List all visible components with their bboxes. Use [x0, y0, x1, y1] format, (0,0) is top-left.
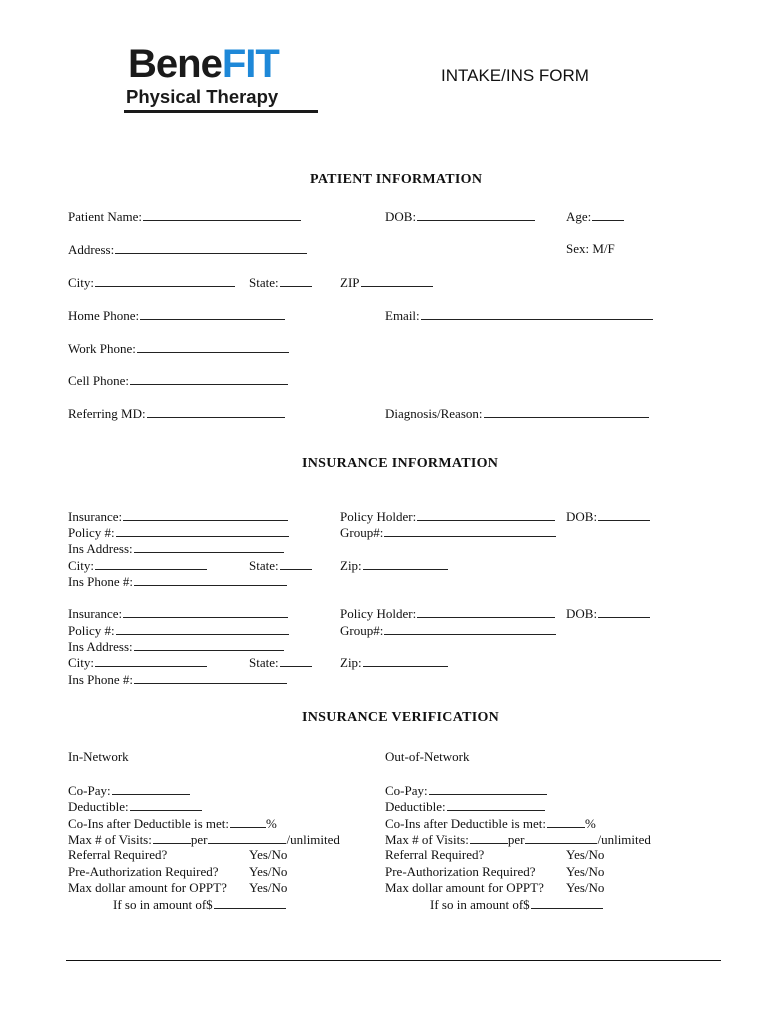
form-title: INTAKE/INS FORM [441, 66, 589, 85]
out-network-maxdollar-yesno[interactable]: Yes/No [566, 880, 605, 895]
out-network-referral-label: Referral Required? [385, 847, 485, 862]
home-phone-field[interactable]: Home Phone: [68, 307, 285, 324]
cell-phone-field[interactable]: Cell Phone: [68, 372, 288, 389]
logo-underline [124, 110, 318, 113]
insurance-2-state-field[interactable]: State: [249, 654, 312, 671]
insurance-1-group-field[interactable]: Group#: [340, 524, 556, 541]
work-phone-field[interactable]: Work Phone: [68, 340, 289, 357]
out-network-copay-field[interactable]: Co-Pay: [385, 782, 547, 799]
out-network-referral-yesno[interactable]: Yes/No [566, 847, 605, 862]
patient-zip-field[interactable]: ZIP [340, 274, 433, 291]
in-network-visits-field[interactable]: Max # of Visits: per /unlimited [68, 832, 340, 847]
patient-info-heading: PATIENT INFORMATION [310, 172, 483, 187]
insurance-2-name-field[interactable]: Insurance: [68, 605, 288, 622]
insurance-2-address-field[interactable]: Ins Address: [68, 638, 284, 655]
in-network-maxdollar-label: Max dollar amount for OPPT? [68, 880, 227, 895]
insurance-1-phone-field[interactable]: Ins Phone #: [68, 573, 287, 590]
logo-subtitle: Physical Therapy [126, 86, 279, 107]
insurance-info-heading: INSURANCE INFORMATION [302, 456, 499, 471]
insurance-1-holder-field[interactable]: Policy Holder: [340, 508, 555, 525]
in-network-referral-yesno[interactable]: Yes/No [249, 847, 288, 862]
insurance-1-name-field[interactable]: Insurance: [68, 508, 288, 525]
in-network-copay-field[interactable]: Co-Pay: [68, 782, 190, 799]
diagnosis-field[interactable]: Diagnosis/Reason: [385, 405, 649, 422]
insurance-2-city-field[interactable]: City: [68, 654, 207, 671]
referring-md-field[interactable]: Referring MD: [68, 405, 285, 422]
in-network-amount-field[interactable]: If so in amount of$ [113, 896, 286, 913]
out-network-deductible-field[interactable]: Deductible: [385, 798, 545, 815]
out-network-visits-field[interactable]: Max # of Visits: per /unlimited [385, 832, 651, 847]
patient-sex-field[interactable]: Sex: M/F [566, 241, 615, 256]
email-field[interactable]: Email: [385, 307, 653, 324]
out-network-preauth-yesno[interactable]: Yes/No [566, 864, 605, 879]
logo-accent: FIT [221, 42, 279, 86]
in-network-preauth-yesno[interactable]: Yes/No [249, 864, 288, 879]
out-network-maxdollar-label: Max dollar amount for OPPT? [385, 880, 544, 895]
patient-dob-field[interactable]: DOB: [385, 208, 535, 225]
bottom-divider [66, 960, 721, 961]
insurance-2-policy-field[interactable]: Policy #: [68, 622, 289, 639]
insurance-2-holder-field[interactable]: Policy Holder: [340, 605, 555, 622]
in-network-referral-label: Referral Required? [68, 847, 168, 862]
out-network-title: Out-of-Network [385, 749, 470, 764]
insurance-2-phone-field[interactable]: Ins Phone #: [68, 671, 287, 688]
insurance-2-dob-field[interactable]: DOB: [566, 605, 650, 622]
patient-state-field[interactable]: State: [249, 274, 312, 291]
insurance-1-city-field[interactable]: City: [68, 557, 207, 574]
in-network-preauth-label: Pre-Authorization Required? [68, 864, 219, 879]
insurance-1-policy-field[interactable]: Policy #: [68, 524, 289, 541]
in-network-title: In-Network [68, 749, 129, 764]
benefit-logo [124, 44, 320, 116]
insurance-1-address-field[interactable]: Ins Address: [68, 540, 284, 557]
out-network-preauth-label: Pre-Authorization Required? [385, 864, 536, 879]
out-network-coins-field[interactable]: Co-Ins after Deductible is met: % [385, 816, 596, 831]
insurance-1-state-field[interactable]: State: [249, 557, 312, 574]
insurance-1-zip-field[interactable]: Zip: [340, 557, 448, 574]
in-network-maxdollar-yesno[interactable]: Yes/No [249, 880, 288, 895]
insurance-2-group-field[interactable]: Group#: [340, 622, 556, 639]
out-network-amount-field[interactable]: If so in amount of$ [430, 896, 603, 913]
insurance-1-dob-field[interactable]: DOB: [566, 508, 650, 525]
in-network-deductible-field[interactable]: Deductible: [68, 798, 202, 815]
insurance-verification-heading: INSURANCE VERIFICATION [302, 710, 500, 725]
in-network-coins-field[interactable]: Co-Ins after Deductible is met: % [68, 816, 277, 831]
patient-name-field[interactable]: Patient Name: [68, 208, 301, 225]
logo-wordmark: BeneFIT [128, 42, 279, 86]
patient-address-field[interactable]: Address: [68, 241, 307, 258]
insurance-2-zip-field[interactable]: Zip: [340, 654, 448, 671]
patient-city-field[interactable]: City: [68, 274, 235, 291]
patient-age-field[interactable]: Age: [566, 208, 624, 225]
